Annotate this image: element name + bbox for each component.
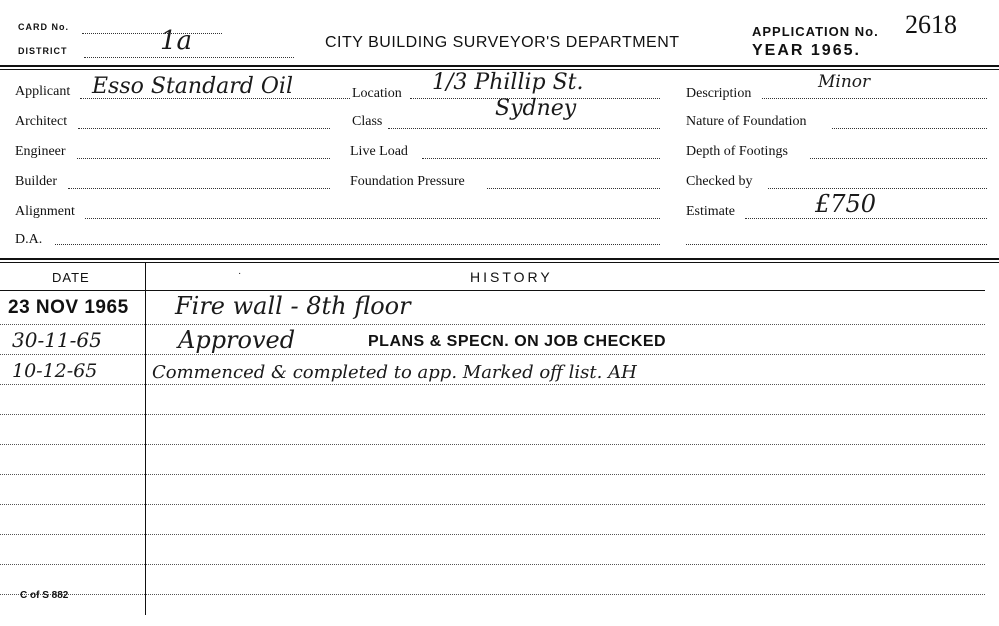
header-rule-top <box>0 65 999 67</box>
description-line <box>762 98 987 99</box>
da-label: D.A. <box>15 232 43 247</box>
history-row-date: 23 NOV 1965 <box>8 297 129 318</box>
live-load-line <box>422 158 660 159</box>
class-line <box>388 128 660 129</box>
checked-label: Checked by <box>686 174 753 189</box>
applicant-value: Esso Standard Oil <box>92 74 293 99</box>
history-row-line <box>0 324 985 325</box>
estimate-label: Estimate <box>686 204 735 219</box>
architect-line <box>78 128 330 129</box>
checked-line <box>768 188 987 189</box>
builder-line <box>68 188 330 189</box>
year-label: YEAR 1965. <box>752 42 861 59</box>
application-label: APPLICATION No. <box>752 24 879 39</box>
history-row-line <box>0 504 985 505</box>
engineer-label: Engineer <box>15 144 66 159</box>
history-header: HISTORY <box>470 269 553 285</box>
history-rule-top-2 <box>0 262 999 263</box>
history-rule-top <box>0 258 999 260</box>
card-no-line <box>82 33 222 34</box>
application-number: 2618 <box>905 10 957 39</box>
history-row-line <box>0 594 985 595</box>
history-row-date: 30-11-65 <box>12 328 102 352</box>
history-row-entry: Fire wall - 8th floor <box>175 292 411 320</box>
depth-line <box>810 158 987 159</box>
district-line <box>84 57 294 58</box>
history-row-entry: Approved <box>178 326 296 354</box>
foundation-pressure-line <box>487 188 660 189</box>
history-row-date: 10-12-65 <box>12 360 98 382</box>
history-column-divider <box>145 263 146 615</box>
alignment-line <box>85 218 660 219</box>
history-row-line <box>0 354 985 355</box>
history-row-line <box>0 564 985 565</box>
history-row-stamp: PLANS & SPECN. ON JOB CHECKED <box>368 333 667 350</box>
nature-line <box>832 128 987 129</box>
department-title: CITY BUILDING SURVEYOR'S DEPARTMENT <box>325 34 680 51</box>
da-line <box>55 244 660 245</box>
estimate-line <box>745 218 987 219</box>
live-load-label: Live Load <box>350 144 408 159</box>
history-header-rule <box>0 290 985 291</box>
description-label: Description <box>686 86 752 101</box>
district-value: 1a <box>160 26 193 56</box>
applicant-label: Applicant <box>15 84 71 99</box>
history-row-line <box>0 414 985 415</box>
builder-label: Builder <box>15 174 57 189</box>
history-row-line <box>0 534 985 535</box>
history-row-line <box>0 384 985 385</box>
estimate-value: £750 <box>815 190 877 218</box>
card-no-label: CARD No. <box>18 22 69 32</box>
location-value-2: Sydney <box>495 96 577 121</box>
class-label: Class <box>352 114 383 129</box>
architect-label: Architect <box>15 114 68 129</box>
foundation-pressure-label: Foundation Pressure <box>350 174 465 189</box>
history-row-entry: Commenced & completed to app. Marked off list. AH <box>152 362 637 383</box>
da-line-right <box>686 244 987 245</box>
depth-label: Depth of Footings <box>686 144 788 159</box>
date-header: DATE <box>52 270 90 285</box>
description-value: Minor <box>818 72 871 92</box>
history-tick: · <box>238 268 242 279</box>
history-row-line <box>0 474 985 475</box>
engineer-line <box>77 158 330 159</box>
history-row-line <box>0 444 985 445</box>
location-value: 1/3 Phillip St. <box>432 70 584 95</box>
nature-label: Nature of Foundation <box>686 114 807 129</box>
district-label: DISTRICT <box>18 46 68 56</box>
form-code: C of S 882 <box>20 590 69 601</box>
alignment-label: Alignment <box>15 204 75 219</box>
location-label: Location <box>352 86 402 101</box>
